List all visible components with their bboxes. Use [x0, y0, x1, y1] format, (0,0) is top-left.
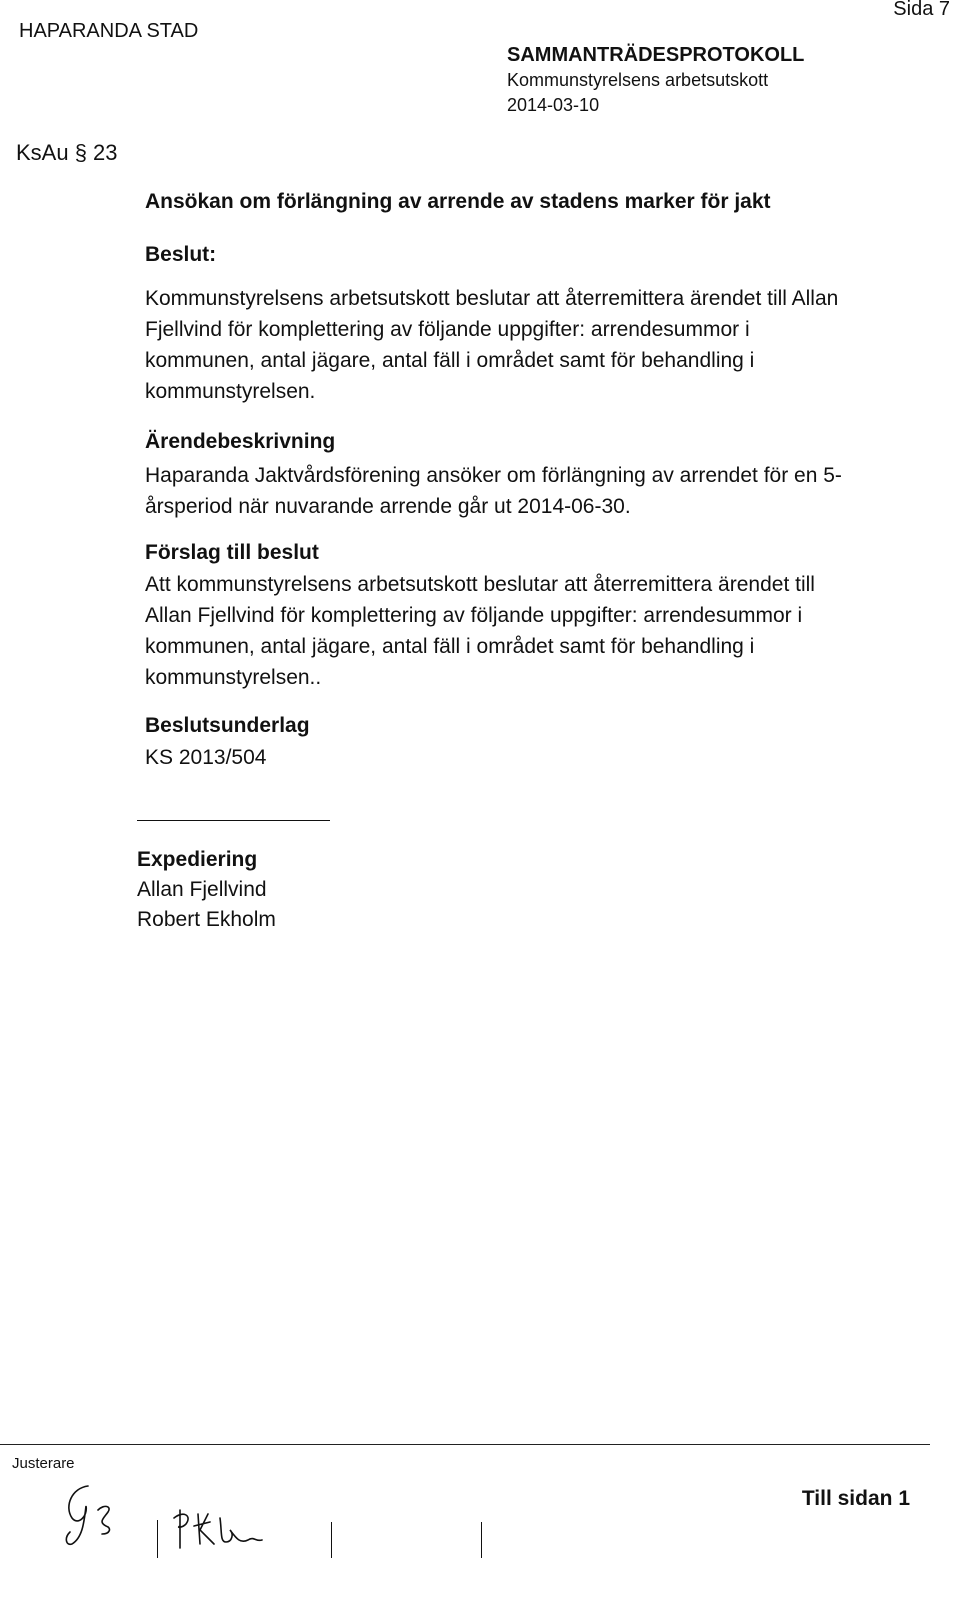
basis-reference-text: KS 2013/504 [145, 746, 267, 769]
basis-reference [145, 742, 266, 773]
description-heading: Ärendebeskrivning [145, 430, 336, 453]
proposal-line: kommunen, antal jägare, antal fäll i området samt för behandling i [145, 635, 755, 658]
proposal-heading: Förslag till beslut [145, 541, 319, 564]
distribution-block [137, 845, 276, 935]
basis-heading: Beslutsunderlag [145, 714, 310, 737]
description-line: årsperiod när nuvarande arrende går ut 2014-06-30. [145, 495, 631, 518]
adjuster-label: Justerare [12, 1455, 75, 1472]
signature-separator [481, 1522, 482, 1558]
document-type: SAMMANTRÄDESPROTOKOLL [507, 44, 805, 66]
organization-name: HAPARANDA STAD [19, 20, 199, 42]
signature-separator [157, 1520, 158, 1558]
paragraph-id: KsAu § 23 [16, 140, 118, 165]
description-text [145, 460, 842, 522]
signature-initials-2 [170, 1504, 270, 1554]
distribution-recipient: Robert Ekholm [137, 908, 276, 931]
distribution-heading: Expediering [137, 848, 258, 871]
item-title: Ansökan om förlängning av arrende av stadens marker för jakt [145, 190, 771, 213]
decision-line: Fjellvind för komplettering av följande uppgifter: arrendesummor i [145, 318, 750, 341]
meeting-date: 2014-03-10 [507, 95, 600, 115]
page-number: Sida 7 [893, 0, 950, 20]
decision-heading: Beslut: [145, 243, 217, 266]
section-divider [137, 820, 330, 821]
distribution-recipient: Allan Fjellvind [137, 878, 267, 901]
description-line: Haparanda Jaktvårdsförening ansöker om förlängning av arrendet för en 5- [145, 464, 842, 487]
proposal-line: Allan Fjellvind för komplettering av följande uppgifter: arrendesummor i [145, 604, 803, 627]
decision-line: kommunen, antal jägare, antal fäll i området samt för behandling i [145, 349, 755, 372]
footer-divider [0, 1444, 930, 1445]
proposal-text [145, 569, 815, 693]
committee-name: Kommunstyrelsens arbetsutskott [507, 70, 769, 90]
signature-initials-1 [58, 1476, 120, 1548]
proposal-line: kommunstyrelsen.. [145, 666, 322, 689]
signature-separator [331, 1522, 332, 1558]
decision-text [145, 283, 838, 407]
proposal-line: Att kommunstyrelsens arbetsutskott beslutar att återremittera ärendet till [145, 573, 815, 596]
decision-line: Kommunstyrelsens arbetsutskott beslutar att återremittera ärendet till Allan [145, 287, 839, 310]
next-page-note: Till sidan 1 [801, 1487, 910, 1510]
decision-line: kommunstyrelsen. [145, 380, 316, 403]
